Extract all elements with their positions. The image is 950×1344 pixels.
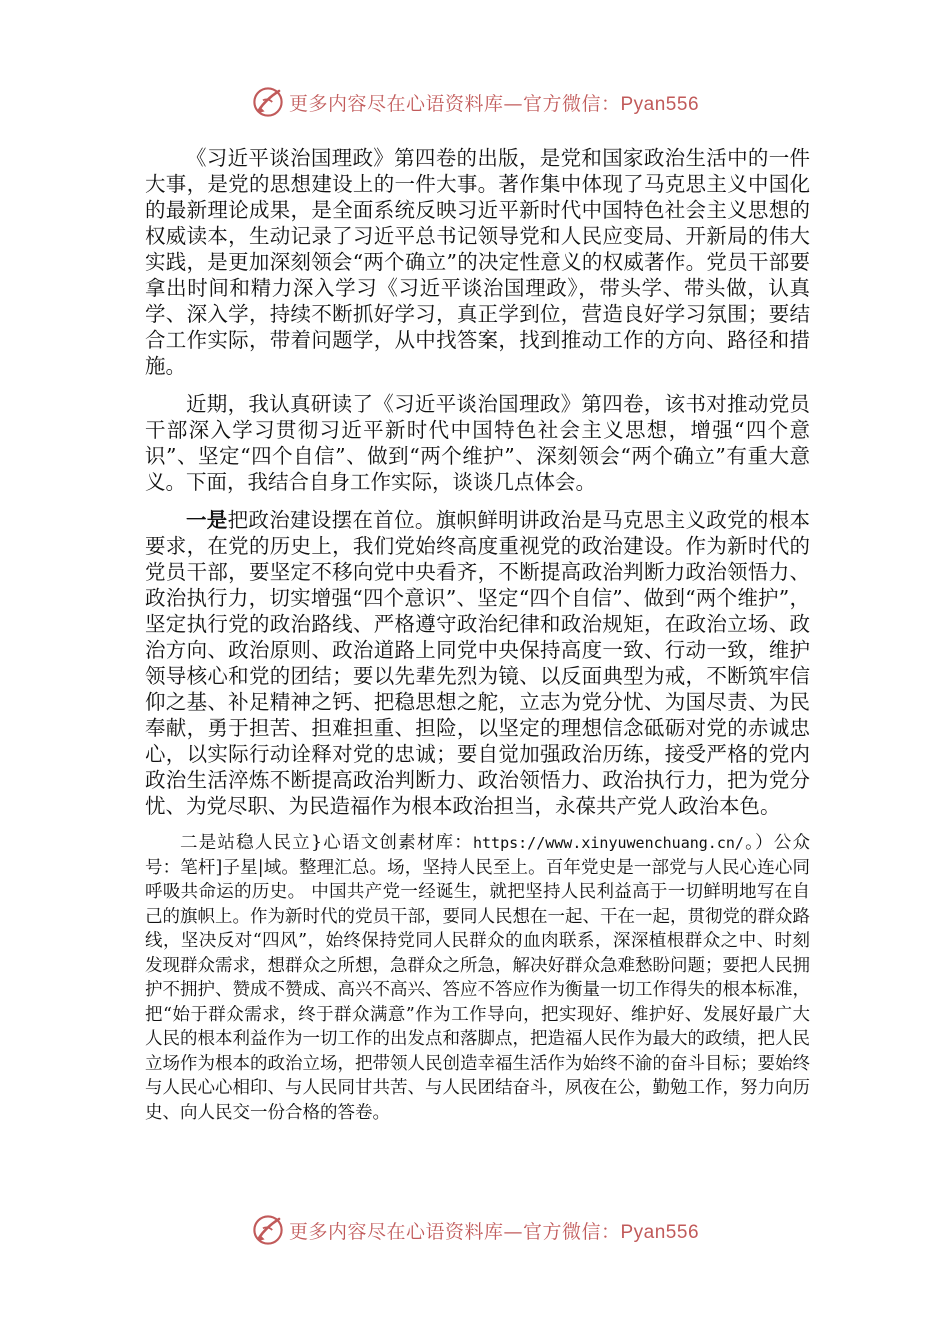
banner-wechat-id: Pyan556 <box>620 93 700 115</box>
pen-logo-icon <box>251 85 285 119</box>
banner-text: 更多内容尽在心语资料库—官方微信： <box>288 1220 621 1243</box>
header-banner <box>0 80 950 124</box>
paragraph-point-two <box>145 831 810 1125</box>
source-url: https://www.xinyuwenchuang.cn/ <box>472 834 744 852</box>
paragraph-point-one <box>145 507 810 819</box>
point-one-lead: 一是 <box>186 508 228 532</box>
pen-logo-icon <box>251 1213 285 1247</box>
point-one-body: 把政治建设摆在首位。旗帜鲜明讲政治是马克思主义政党的根本要求，在党的历史上，我们党始终高度重视党的政治建设。作为新时代的党员干部，要坚定不移向党中央看齐，不断提高政治判断力政治领悟力、政治执行力，切实增强“四个意识”、坚定“四个自信”、做到“两个维护”，坚定执行党的政治路线、严格遵守政治纪律和政治规矩，在政治立场、政治方向、政治原则、政治道路上同党中央保持高度一致、行动一致，维护领导核心和党的团结；要以先辈先烈为镜、以反面典型为戒，不断筑牢信仰之基、补足精神之钙、把稳思想之舵，立志为党分忧、为国尽责、为民奉献，勇于担苦、担难担重、担险，以坚定的理想信念砥砺对党的赤诚忠心，以实际行动诠释对党的忠诚；要自觉加强政治历练，接受严格的党内政治生活淬炼不断提高政治判断力、政治领悟力、政治执行力，把为党分忧、为党尽职、为民造福作为根本政治担当，永葆共产党人政治本色。 <box>145 508 811 818</box>
banner-wechat-id: Pyan556 <box>620 1221 700 1243</box>
paragraph-overview: 近期，我认真研读了《习近平谈治国理政》第四卷，该书对推动党员干部深入学习贯彻习近平新时代中国特色社会主义思想，增强“四个意识”、坚定“四个自信”、做到“两个维护”、深刻领会“两个确立”有重大意义。下面，我结合自身工作实际，谈谈几点体会。 <box>145 392 810 494</box>
point-two-body: 。）公众号：笔杆]子星|域。整理汇总。场，坚持人民至上。百年党史是一部党与人民心连心同呼吸共命运的历史。 中国共产党一经诞生，就把坚持人民利益高于一切鲜明地写在自己的旗帜上。作为新时代的党员干部，要同人民想在一起、干在一起，贯彻党的群众路线，坚决反对“四风”，始终保持党同人民群众的血肉联系，深深植根群众之中、时刻发现群众需求，想群众之所想，急群众之所急，解决好群众急难愁盼问题；要把人民拥护不拥护、赞成不赞成、高兴不高兴、答应不答应作为衡量一切工作得失的根本标准，把“始于群众需求，终于群众满意”作为工作导向，把实现好、维护好、发展好最广大人民的根本利益作为一切工作的出发点和落脚点，把造福人民作为最大的政绩，把人民立场作为根本的政治立场，把带领人民创造幸福生活作为始终不渝的奋斗目标；要始终与人民心心相印、与人民同甘共苦、与人民团结奋斗，夙夜在公，勤勉工作，努力向历史、向人民交一份合格的答卷。 <box>145 833 811 1123</box>
banner-text: 更多内容尽在心语资料库—官方微信： <box>288 92 621 115</box>
point-two-prefix: 二是站稳人民立}心语文创素材库： <box>180 833 473 853</box>
paragraph-intro: 《习近平谈治国理政》第四卷的出版，是党和国家政治生活中的一件大事，是党的思想建设上的一件大事。著作集中体现了马克思主义中国化的最新理论成果，是全面系统反映习近平新时代中国特色社会主义思想的权威读本，生动记录了习近平总书记领导党和人民应变局、开新局的伟大实践，是更加深刻领会“两个确立”的决定性意义的权威著作。党员干部要拿出时间和精力深入学习《习近平谈治国理政》，带头学、带头做，认真学、深入学，持续不断抓好学习，真正学到位，营造良好学习氛围；要结合工作实际，带着问题学，从中找答案，找到推动工作的方向、路径和措施。 <box>145 146 810 378</box>
document-body <box>145 145 810 1125</box>
footer-banner <box>0 1208 950 1252</box>
